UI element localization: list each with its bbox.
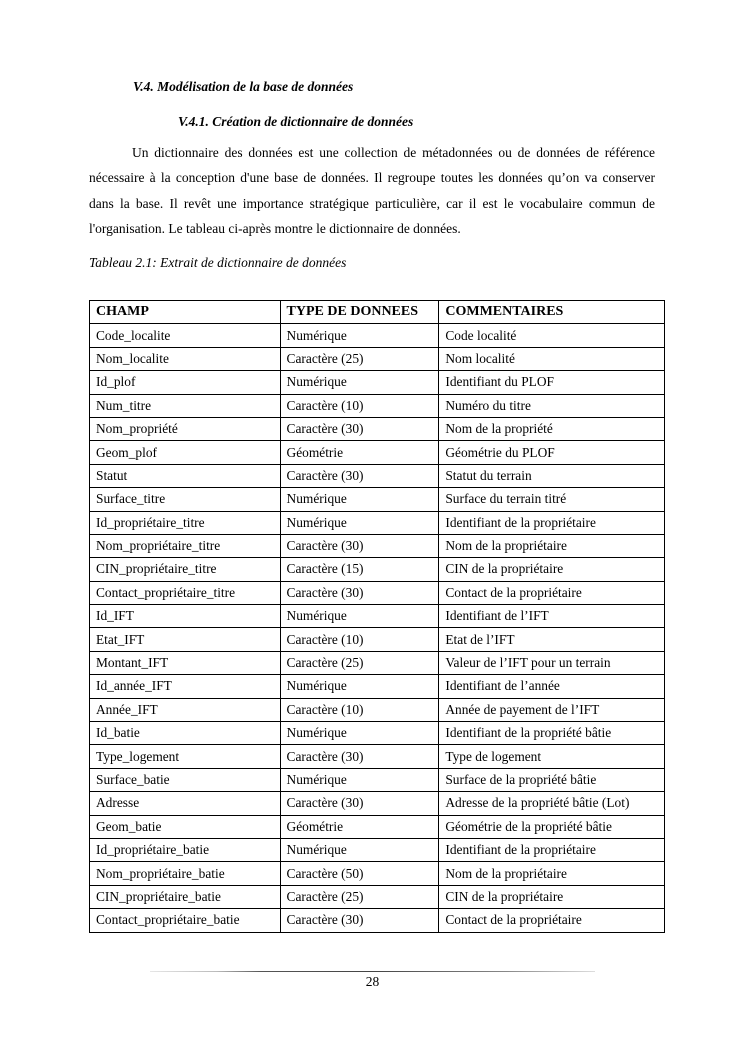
footer-divider — [150, 971, 595, 972]
cell-champ: Nom_localite — [90, 347, 281, 370]
cell-commentaire: Type de logement — [439, 745, 665, 768]
cell-champ: Contact_propriétaire_batie — [90, 909, 281, 932]
cell-type: Caractère (30) — [280, 417, 439, 440]
table-row — [90, 698, 665, 721]
cell-commentaire: Valeur de l’IFT pour un terrain — [439, 651, 665, 674]
cell-champ: Etat_IFT — [90, 628, 281, 651]
cell-commentaire: Identifiant de la propriété bâtie — [439, 722, 665, 745]
cell-commentaire: Nom de la propriétaire — [439, 534, 665, 557]
cell-type: Numérique — [280, 722, 439, 745]
cell-champ: Nom_propriétaire_batie — [90, 862, 281, 885]
cell-type: Numérique — [280, 605, 439, 628]
table-caption: Tableau 2.1: Extrait de dictionnaire de données — [89, 255, 347, 270]
cell-champ: Nom_propriété — [90, 417, 281, 440]
cell-champ: Id_propriétaire_titre — [90, 511, 281, 534]
cell-type: Numérique — [280, 371, 439, 394]
intro-paragraph: Un dictionnaire des données est une collection de métadonnées ou de données de référence nécessaire à la conception d'une base de données. Il regroupe toutes les données qu’on va conserver dans la base. Il revêt une importance stratégique particulière, car il est le vocabulaire commun de l'organisation. Le tableau ci-après montre le dictionnaire de données. — [89, 145, 655, 237]
cell-commentaire: Géométrie du PLOF — [439, 441, 665, 464]
table-row — [90, 488, 665, 511]
table-row — [90, 558, 665, 581]
table-row — [90, 605, 665, 628]
data-dictionary-table — [89, 300, 665, 933]
page-number: 28 — [365, 974, 380, 989]
cell-commentaire: Surface de la propriété bâtie — [439, 768, 665, 791]
table-row — [90, 745, 665, 768]
cell-type: Caractère (30) — [280, 464, 439, 487]
cell-type: Numérique — [280, 324, 439, 347]
cell-commentaire: Année de payement de l’IFT — [439, 698, 665, 721]
cell-commentaire: Identifiant de la propriétaire — [439, 511, 665, 534]
cell-champ: Type_logement — [90, 745, 281, 768]
cell-champ: Nom_propriétaire_titre — [90, 534, 281, 557]
cell-type: Caractère (25) — [280, 651, 439, 674]
table-row — [90, 792, 665, 815]
cell-type: Caractère (30) — [280, 534, 439, 557]
cell-champ: Surface_batie — [90, 768, 281, 791]
cell-champ: Code_localite — [90, 324, 281, 347]
cell-commentaire: Identifiant de la propriétaire — [439, 838, 665, 861]
cell-commentaire: CIN de la propriétaire — [439, 885, 665, 908]
cell-commentaire: Statut du terrain — [439, 464, 665, 487]
cell-type: Géométrie — [280, 441, 439, 464]
table-row — [90, 885, 665, 908]
cell-champ: Num_titre — [90, 394, 281, 417]
table-row — [90, 347, 665, 370]
table-row — [90, 862, 665, 885]
cell-champ: Montant_IFT — [90, 651, 281, 674]
table-row — [90, 838, 665, 861]
cell-commentaire: Contact de la propriétaire — [439, 909, 665, 932]
cell-type: Caractère (25) — [280, 347, 439, 370]
cell-champ: Surface_titre — [90, 488, 281, 511]
table-row — [90, 371, 665, 394]
cell-champ: Geom_batie — [90, 815, 281, 838]
table-row — [90, 394, 665, 417]
cell-champ: CIN_propriétaire_titre — [90, 558, 281, 581]
cell-type: Numérique — [280, 768, 439, 791]
header-type: TYPE DE DONNEES — [280, 301, 439, 324]
cell-commentaire: Code localité — [439, 324, 665, 347]
cell-type: Numérique — [280, 838, 439, 861]
table-row — [90, 511, 665, 534]
cell-type: Numérique — [280, 511, 439, 534]
table-row — [90, 464, 665, 487]
cell-commentaire: Contact de la propriétaire — [439, 581, 665, 604]
cell-commentaire: Identifiant du PLOF — [439, 371, 665, 394]
cell-type: Numérique — [280, 675, 439, 698]
header-champ: CHAMP — [90, 301, 281, 324]
table-row — [90, 768, 665, 791]
cell-champ: Adresse — [90, 792, 281, 815]
cell-champ: CIN_propriétaire_batie — [90, 885, 281, 908]
cell-type: Caractère (30) — [280, 745, 439, 768]
section-heading: V.4. Modélisation de la base de données — [133, 79, 354, 94]
cell-type: Caractère (10) — [280, 698, 439, 721]
cell-commentaire: Surface du terrain titré — [439, 488, 665, 511]
table-row — [90, 441, 665, 464]
cell-champ: Année_IFT — [90, 698, 281, 721]
table-row — [90, 651, 665, 674]
table-row — [90, 581, 665, 604]
cell-champ: Id_plof — [90, 371, 281, 394]
cell-type: Caractère (30) — [280, 909, 439, 932]
cell-commentaire: Identifiant de l’année — [439, 675, 665, 698]
cell-type: Caractère (30) — [280, 792, 439, 815]
cell-commentaire: Identifiant de l’IFT — [439, 605, 665, 628]
cell-commentaire: Nom localité — [439, 347, 665, 370]
cell-type: Caractère (50) — [280, 862, 439, 885]
table-row — [90, 417, 665, 440]
table-row — [90, 324, 665, 347]
cell-type: Caractère (10) — [280, 628, 439, 651]
cell-champ: Statut — [90, 464, 281, 487]
cell-commentaire: Nom de la propriétaire — [439, 862, 665, 885]
cell-champ: Id_propriétaire_batie — [90, 838, 281, 861]
cell-commentaire: Nom de la propriété — [439, 417, 665, 440]
cell-type: Caractère (30) — [280, 581, 439, 604]
cell-type: Caractère (25) — [280, 885, 439, 908]
table-row — [90, 815, 665, 838]
cell-commentaire: Numéro du titre — [439, 394, 665, 417]
table-row — [90, 909, 665, 932]
cell-type: Caractère (10) — [280, 394, 439, 417]
cell-champ: Id_batie — [90, 722, 281, 745]
cell-commentaire: CIN de la propriétaire — [439, 558, 665, 581]
subsection-heading: V.4.1. Création de dictionnaire de données — [178, 114, 414, 129]
cell-commentaire: Adresse de la propriété bâtie (Lot) — [439, 792, 665, 815]
header-commentaires: COMMENTAIRES — [439, 301, 665, 324]
cell-commentaire: Etat de l’IFT — [439, 628, 665, 651]
cell-commentaire: Géométrie de la propriété bâtie — [439, 815, 665, 838]
cell-champ: Contact_propriétaire_titre — [90, 581, 281, 604]
table-header-row — [90, 301, 665, 324]
cell-type: Géométrie — [280, 815, 439, 838]
cell-type: Numérique — [280, 488, 439, 511]
table-row — [90, 628, 665, 651]
cell-champ: Id_année_IFT — [90, 675, 281, 698]
table-row — [90, 722, 665, 745]
cell-champ: Geom_plof — [90, 441, 281, 464]
table-row — [90, 534, 665, 557]
cell-champ: Id_IFT — [90, 605, 281, 628]
table-row — [90, 675, 665, 698]
cell-type: Caractère (15) — [280, 558, 439, 581]
